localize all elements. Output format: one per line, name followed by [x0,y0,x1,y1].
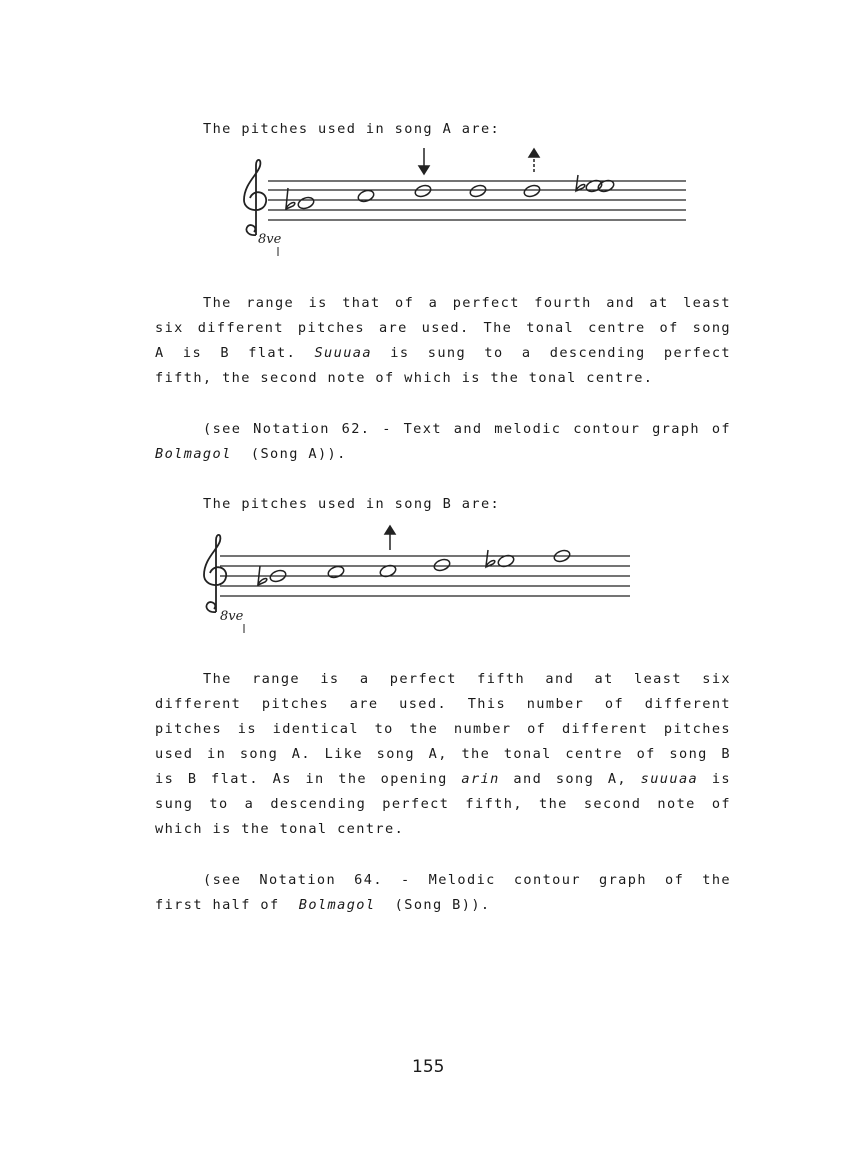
para-b-line3: pitches is identical to the number of different pitches [155,721,731,737]
ref-a-line2: Bolmagol (Song A)). [155,446,347,462]
song-a-intro: The pitches used in song A are: [203,121,501,137]
ref-b-line2: first half of Bolmagol (Song B)). [155,897,491,913]
treble-clef-icon [244,160,266,235]
para-b-line5: is B flat. As in the opening arin and song A, suuuaa is [155,771,731,787]
para-b-line7: which is the tonal centre. [155,821,405,837]
octave-mark-a: 8ve [258,232,282,247]
staff-song-a [238,140,698,265]
treble-clef-icon [204,535,226,612]
para-b-line2: different pitches are used. This number of different [155,696,731,712]
term-arin: arin [461,771,500,787]
para-a-line4: fifth, the second note of which is the tonal centre. [155,370,654,386]
term-suuuaa: Suuuaa [314,345,372,361]
ref-b-line1: (see Notation 64. - Melodic contour graph of the [203,872,731,888]
para-a-line1: The range is that of a perfect fourth and at least [203,295,731,311]
para-a-line2: six different pitches are used. The tonal centre of song [155,320,731,336]
ref-a-line1: (see Notation 62. - Text and melodic contour graph of [203,421,731,437]
term-bolmagol: Bolmagol [155,446,232,462]
term-bolmagol: Bolmagol [298,897,376,913]
octave-mark-b: 8ve [220,609,244,624]
term-suuuaa: suuuaa [640,771,699,787]
song-b-intro: The pitches used in song B are: [203,496,501,512]
para-b-line6: sung to a descending perfect fifth, the second note of [155,796,731,812]
page-number: 155 [412,1057,445,1077]
para-b-line4: used in song A. Like song A, the tonal centre of song B [155,746,731,762]
para-b-line1: The range is a perfect fifth and at least six [203,671,731,687]
down-arrow-icon [419,148,429,174]
para-a-line3: A is B flat. Suuuaa is sung to a descending perfect [155,345,731,361]
up-arrow-icon [529,149,539,174]
staff-song-b [196,520,636,640]
up-arrow-icon [385,526,395,550]
